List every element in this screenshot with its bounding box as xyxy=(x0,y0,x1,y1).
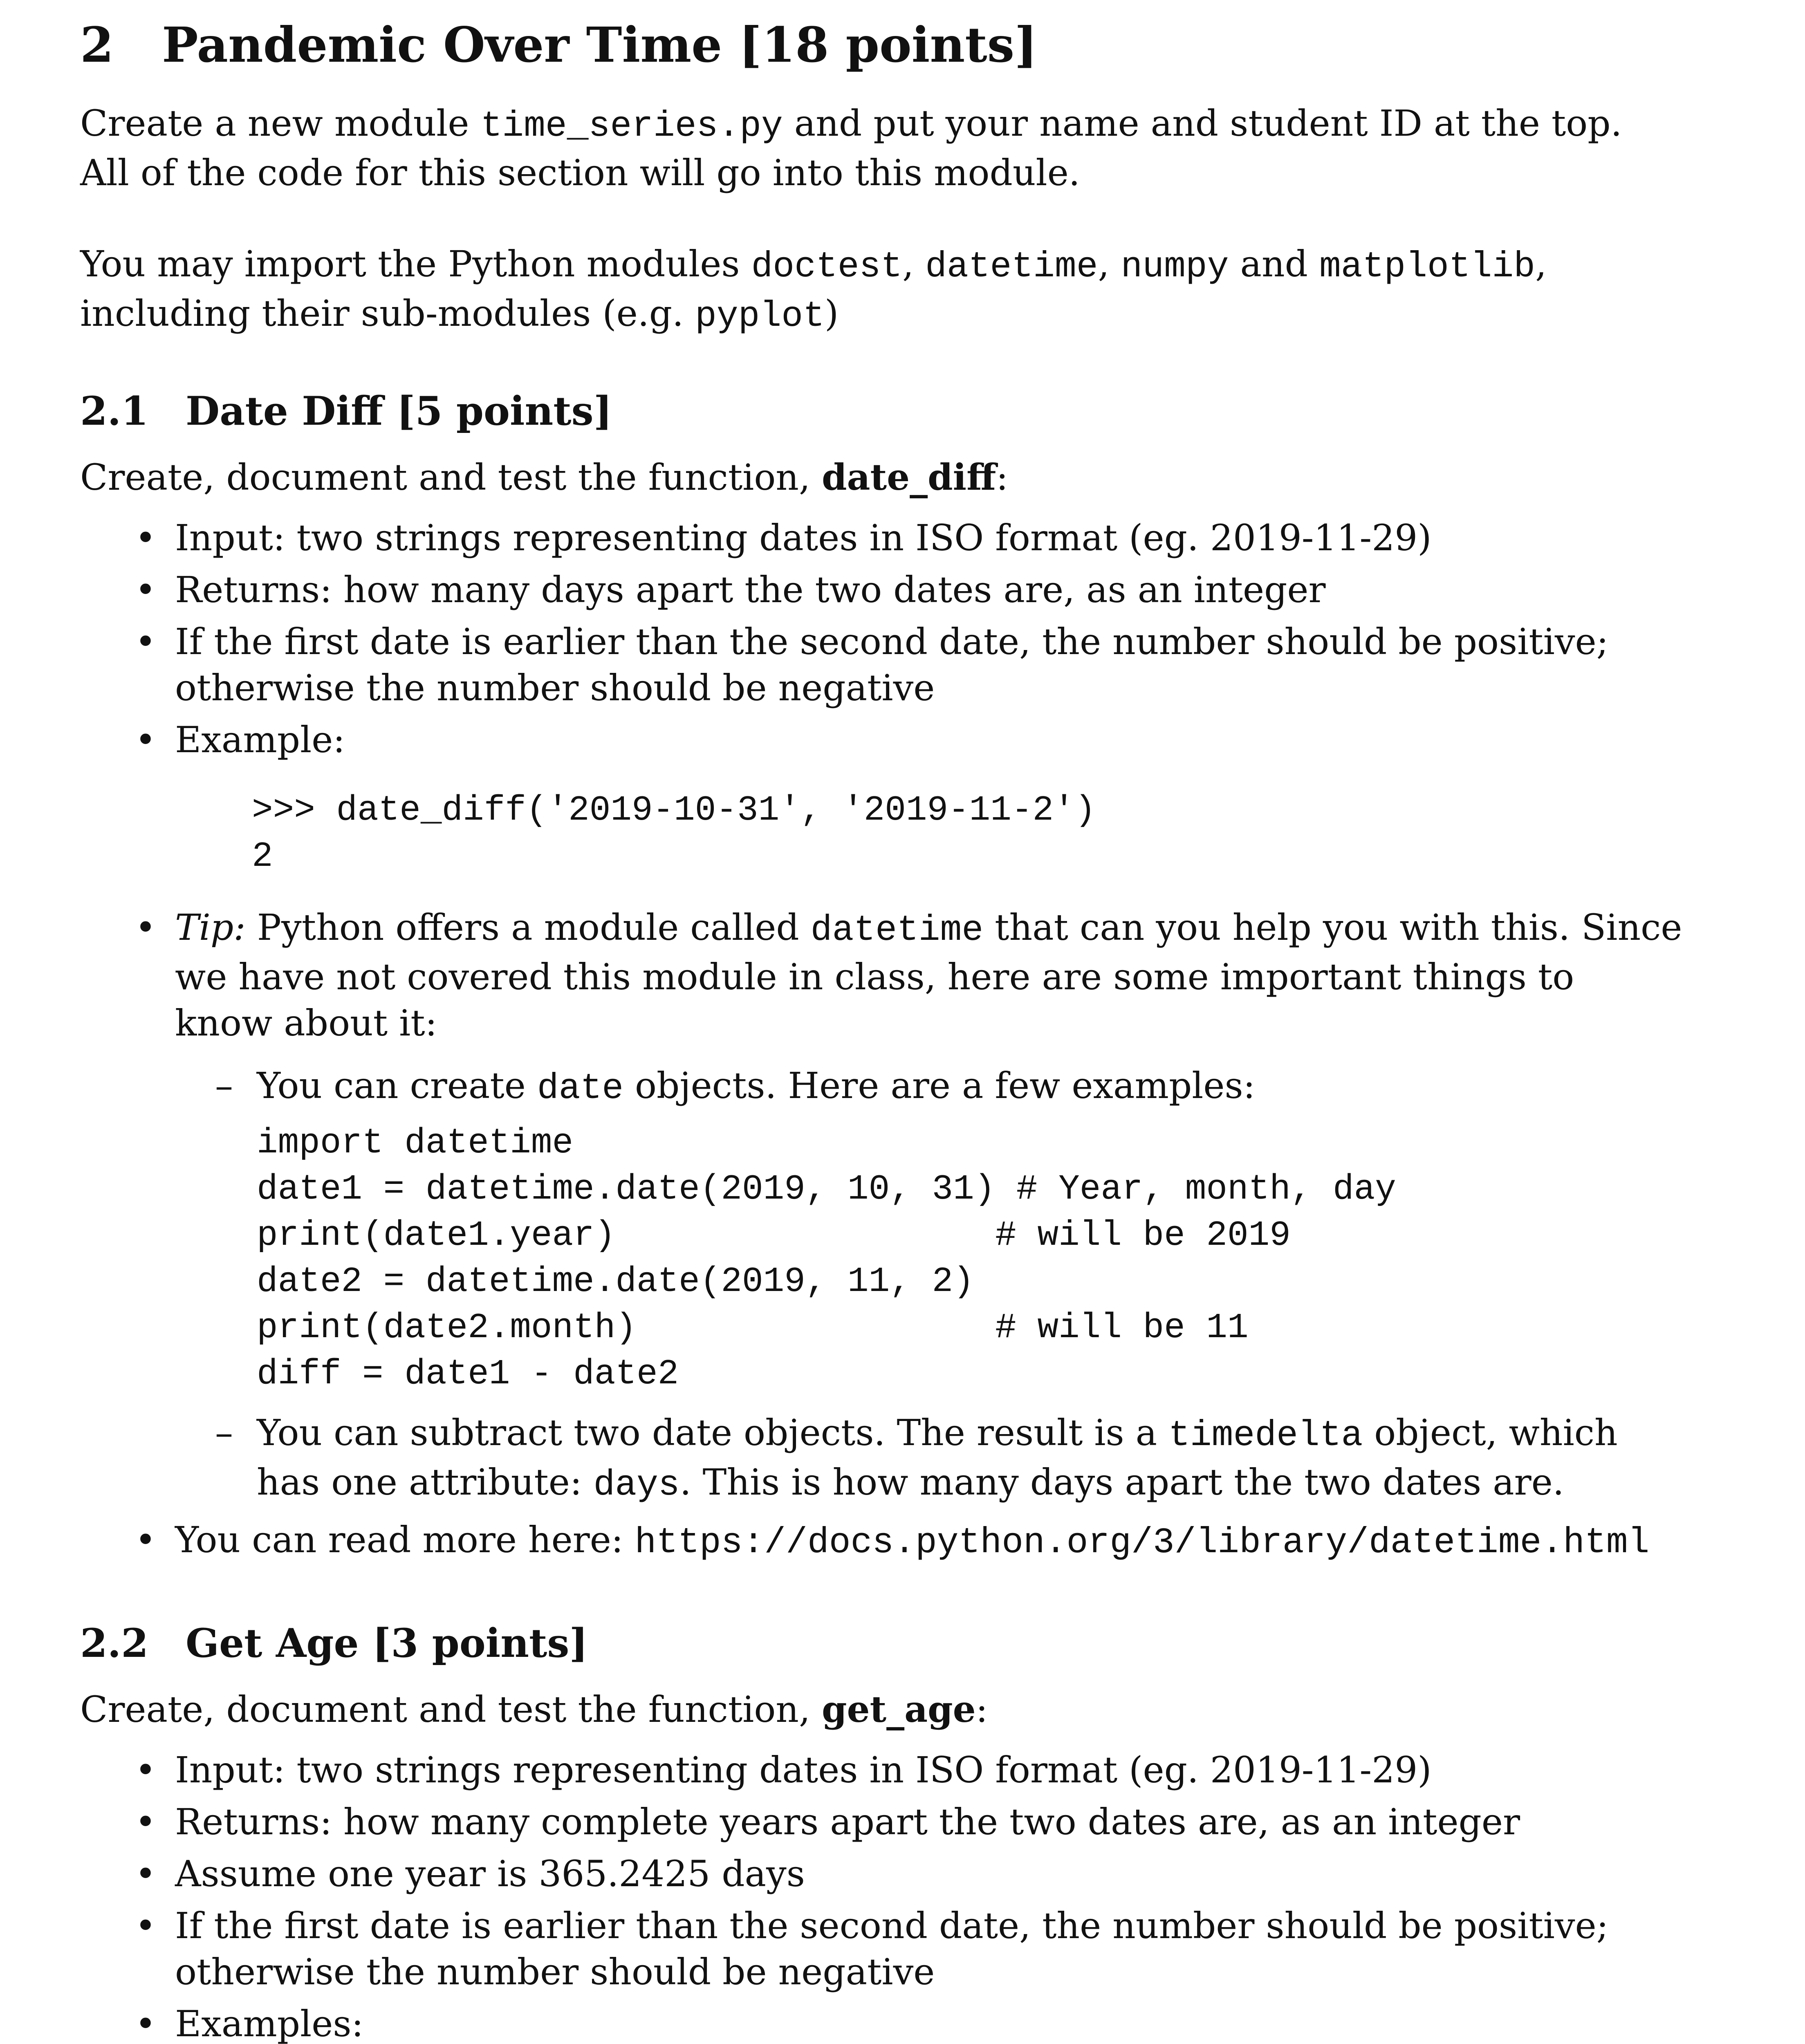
list-item-text: If the first date is earlier than the second date, the number should be positive; otherwise the number should be negative xyxy=(175,621,1609,709)
bullet-icon: • xyxy=(135,1853,156,1895)
list-item-tip xyxy=(80,904,1682,1508)
code-block: >>> date_diff('2019-10-31', '2019-11-2') 2 xyxy=(252,790,1096,876)
sublist-text: objects. Here are a few examples: xyxy=(623,1065,1256,1107)
list-item-text: Returns: how many complete years apart the two dates are, as an integer xyxy=(175,1801,1520,1843)
intro-text: You may import the Python modules xyxy=(80,243,751,285)
inline-code: timedelta xyxy=(1168,1416,1363,1456)
bullet-icon: • xyxy=(135,1905,156,1947)
sublist-text: You can subtract two date objects. The result is a xyxy=(257,1412,1169,1454)
module-filename: time_series.py xyxy=(480,106,783,147)
dash-icon: – xyxy=(215,1065,233,1107)
list-item xyxy=(80,1517,1682,1566)
tip-label: Tip: xyxy=(175,906,246,948)
dash-icon: – xyxy=(215,1412,233,1454)
list-item xyxy=(80,1903,1682,1995)
get-age-lead xyxy=(80,1686,1682,1732)
module-name: datetime xyxy=(925,247,1098,287)
module-name: pyplot xyxy=(695,296,825,337)
intro-text: , including their sub-modules (e.g. xyxy=(80,243,1547,334)
list-item xyxy=(80,717,1682,763)
date-diff-example xyxy=(252,787,1682,880)
bullet-icon: • xyxy=(135,517,156,559)
list-item-text: Assume one year is 365.2425 days xyxy=(175,1853,805,1895)
function-name: date_diff xyxy=(821,456,996,498)
intro-text: ) xyxy=(824,292,839,334)
list-item xyxy=(80,619,1682,711)
inline-code: days xyxy=(593,1465,680,1506)
subsection-heading-get-age xyxy=(80,1617,1682,1670)
list-item xyxy=(80,1799,1682,1845)
sublist-text: . This is how many days apart the two dates are. xyxy=(679,1461,1564,1503)
lead-text: Create, document and test the function, xyxy=(80,456,822,498)
list-item-text: You can read more here: xyxy=(175,1519,635,1561)
bullet-icon: • xyxy=(135,569,156,611)
bullet-icon: • xyxy=(135,1749,156,1791)
tip-sublist xyxy=(175,1410,1682,1508)
list-item xyxy=(80,515,1682,561)
code-block: import datetime date1 = datetime.date(2019, 10, 31) # Year, month, day print(date1.year) # will be 2019 date2 = datetime.date(2019, 11, 2) print(date2.month) # will be 11 diff = date1 - date2 xyxy=(257,1123,1396,1394)
list-item-text: If the first date is earlier than the second date, the number should be positive; otherwise the number should be negative xyxy=(175,1905,1609,1993)
separator: and xyxy=(1229,243,1319,285)
separator: , xyxy=(1098,243,1121,285)
module-name: numpy xyxy=(1121,247,1229,287)
list-item xyxy=(80,567,1682,613)
module-name: doctest xyxy=(751,247,903,287)
subsection-number: 2.2 xyxy=(80,1620,149,1666)
list-item xyxy=(80,2001,1682,2044)
list-item-text: Examples: xyxy=(175,2003,364,2044)
lead-text: : xyxy=(996,456,1008,498)
module-name: matplotlib xyxy=(1319,247,1536,287)
list-item-text: Returns: how many days apart the two dates are, as an integer xyxy=(175,569,1326,611)
section-heading xyxy=(80,14,1682,76)
lead-text: Create, document and test the function, xyxy=(80,1688,822,1730)
intro-paragraph-2 xyxy=(80,241,1682,340)
separator: , xyxy=(902,243,926,285)
docs-link[interactable]: https://docs.python.org/3/library/datetime.html xyxy=(635,1523,1650,1563)
intro-text: Create a new module xyxy=(80,102,481,144)
list-item-text: Input: two strings representing dates in ISO format (eg. 2019-11-29) xyxy=(175,517,1432,559)
date-diff-requirements xyxy=(80,515,1682,763)
date-diff-lead xyxy=(80,454,1682,500)
inline-code: date xyxy=(537,1069,624,1109)
section-title: Pandemic Over Time [18 points] xyxy=(162,16,1038,73)
list-item-text: Input: two strings representing dates in ISO format (eg. 2019-11-29) xyxy=(175,1749,1432,1791)
date-diff-tip-list xyxy=(80,904,1682,1566)
subsection-heading-date-diff xyxy=(80,385,1682,438)
sublist-text: object, which has one attribute: xyxy=(257,1412,1618,1503)
subsection-title: Get Age [3 points] xyxy=(186,1620,588,1666)
bullet-icon: • xyxy=(135,906,156,948)
date-objects-example xyxy=(257,1120,1682,1397)
list-item-text: Example: xyxy=(175,719,345,761)
bullet-icon: • xyxy=(135,719,156,761)
subsection-number: 2.1 xyxy=(80,388,149,434)
get-age-requirements xyxy=(80,1747,1682,2044)
bullet-icon: • xyxy=(135,1801,156,1843)
bullet-icon: • xyxy=(135,1519,156,1561)
inline-code: datetime xyxy=(810,910,984,951)
sublist-text: You can create xyxy=(257,1065,537,1107)
list-item xyxy=(80,1747,1682,1793)
tip-text: Python offers a module called xyxy=(245,906,811,948)
tip-sublist xyxy=(175,1062,1682,1112)
function-name: get_age xyxy=(821,1688,976,1730)
subsection-title: Date Diff [5 points] xyxy=(186,388,612,434)
sublist-item xyxy=(175,1410,1682,1508)
intro-paragraph-1 xyxy=(80,100,1682,196)
lead-text: : xyxy=(975,1688,988,1730)
tip-text: that can you help you with this. Since we have not covered this module in class, here are some important things to know about it: xyxy=(175,906,1682,1044)
section-number: 2 xyxy=(80,16,114,73)
bullet-icon: • xyxy=(135,621,156,663)
sublist-item xyxy=(175,1062,1682,1112)
list-item xyxy=(80,1851,1682,1897)
bullet-icon: • xyxy=(135,2003,156,2044)
intro-text: and put your name and student ID at the top. All of the code for this section will go into this module. xyxy=(80,102,1622,194)
